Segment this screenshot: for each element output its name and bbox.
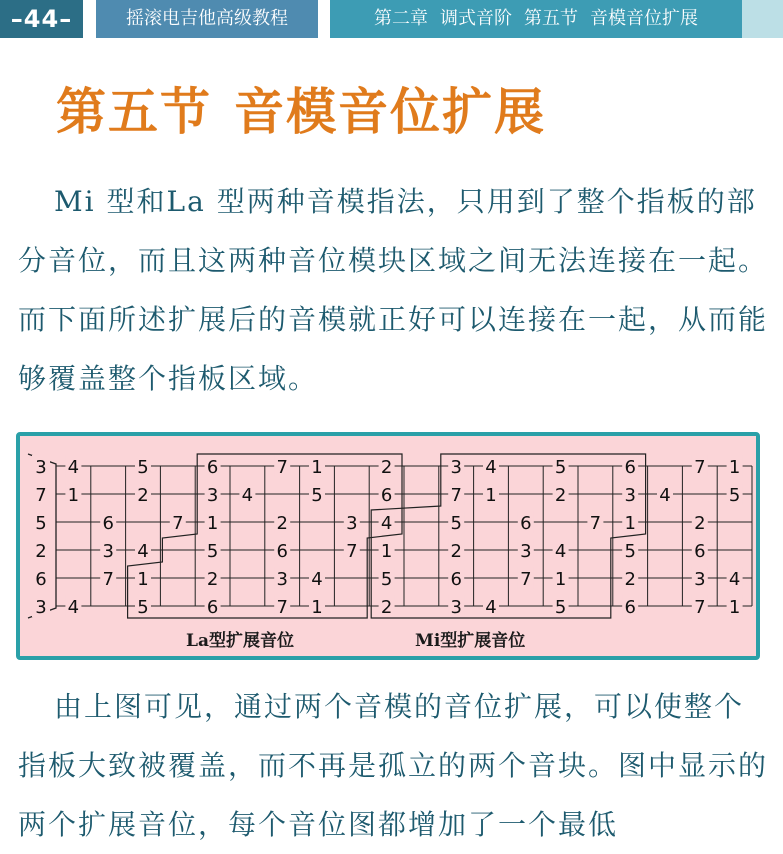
note-number: 1: [728, 457, 741, 478]
note-number: 2: [276, 513, 288, 534]
open-string-note: 6: [35, 569, 47, 590]
note-number: 4: [241, 485, 254, 506]
note-number: 3: [450, 597, 462, 618]
chapter-name: 调式音阶: [440, 8, 512, 29]
note-number: 3: [450, 457, 462, 478]
note-number: 2: [554, 485, 567, 506]
la-pattern-label: La型扩展音位: [186, 631, 294, 651]
note-number: 5: [311, 485, 323, 506]
note-number: 1: [554, 569, 567, 590]
note-number: 1: [624, 513, 636, 534]
section-label: 第五节: [524, 8, 578, 29]
note-number: 4: [485, 457, 497, 478]
note-number: 4: [311, 569, 323, 590]
note-number: 7: [694, 597, 706, 618]
note-number: 1: [728, 597, 741, 618]
note-number: 2: [624, 569, 636, 590]
open-string-note: 3: [35, 457, 47, 478]
note-number: 7: [346, 541, 358, 562]
note-number: 5: [728, 485, 741, 506]
section-title-name: 音模音位扩展: [234, 82, 546, 141]
note-number: 5: [137, 457, 149, 478]
note-number: 2: [137, 485, 149, 506]
open-string-note: 2: [35, 541, 47, 562]
note-number: 1: [311, 457, 323, 478]
note-number: 1: [67, 485, 80, 506]
note-number: 3: [520, 541, 532, 562]
note-number: 4: [485, 597, 497, 618]
note-number: 3: [346, 513, 358, 534]
book-title: 摇滚电吉他高级教程: [96, 0, 318, 38]
note-number: 4: [67, 597, 80, 618]
note-number: 5: [554, 457, 567, 478]
header-decoration: [742, 0, 783, 38]
note-number: 7: [102, 569, 114, 590]
note-number: 6: [206, 597, 219, 618]
note-number: 6: [450, 569, 462, 590]
fretboard-diagram: [20, 436, 756, 656]
note-number: 2: [206, 569, 219, 590]
note-number: 1: [206, 513, 219, 534]
note-number: 4: [137, 541, 149, 562]
note-number: 4: [554, 541, 567, 562]
note-number: 4: [728, 569, 741, 590]
note-number: 5: [206, 541, 219, 562]
note-number: 7: [520, 569, 532, 590]
note-number: 6: [102, 513, 114, 534]
nut-bracket: [28, 454, 56, 618]
note-number: 4: [380, 513, 393, 534]
note-number: 7: [172, 513, 184, 534]
note-number: 6: [624, 597, 636, 618]
note-number: 6: [276, 541, 288, 562]
note-number: 3: [102, 541, 114, 562]
note-number: 5: [137, 597, 149, 618]
fretboard-figure: [16, 432, 760, 660]
note-number: 7: [589, 513, 602, 534]
note-number: 6: [206, 457, 219, 478]
paragraph-intro: Mi 型和La 型两种音模指法，只用到了整个指板的部分音位，而且这两种音位模块区域之间无法连接在一起。而下面所述扩展后的音模就正好可以连接在一起，从而能够覆盖整个指板区域。: [18, 185, 769, 395]
note-number: 3: [276, 569, 288, 590]
note-number: 2: [694, 513, 706, 534]
note-number: 4: [659, 485, 671, 506]
note-number: 7: [694, 457, 706, 478]
note-number: 5: [450, 513, 462, 534]
note-number: 6: [624, 457, 636, 478]
note-number: 5: [554, 597, 567, 618]
note-number: 5: [624, 541, 636, 562]
page-number: –44–: [0, 0, 83, 38]
note-number: 6: [694, 541, 706, 562]
note-number: 5: [380, 569, 393, 590]
section-title: [56, 72, 546, 144]
open-string-note: 7: [35, 485, 47, 506]
note-number: 4: [67, 457, 80, 478]
open-string-note: 3: [35, 597, 47, 618]
open-string-note: 5: [35, 513, 47, 534]
note-number: 1: [137, 569, 149, 590]
chapter-label: 第二章: [374, 8, 428, 29]
note-number: 7: [276, 597, 288, 618]
page-header: [0, 0, 783, 38]
section-name: 音模音位扩展: [590, 8, 698, 29]
note-number: 2: [380, 597, 393, 618]
note-number: 3: [624, 485, 636, 506]
note-number: 6: [380, 485, 393, 506]
section-title-number: 第五节: [56, 82, 212, 141]
note-number: 2: [380, 457, 393, 478]
chapter-breadcrumb: [330, 0, 742, 38]
mi-pattern-label: Mi型扩展音位: [415, 631, 526, 651]
note-number: 1: [311, 597, 323, 618]
note-number: 1: [485, 485, 497, 506]
note-number: 1: [380, 541, 393, 562]
note-number: 6: [520, 513, 532, 534]
note-number: 7: [276, 457, 288, 478]
paragraph-explanation: 由上图可见，通过两个音模的音位扩展，可以使整个指板大致被覆盖，而不再是孤立的两个音块。图中显示的两个扩展音位，每个音位图都增加了一个最低: [18, 690, 769, 841]
note-number: 3: [694, 569, 706, 590]
note-number: 3: [206, 485, 219, 506]
note-number: 2: [450, 541, 462, 562]
note-number: 7: [450, 485, 462, 506]
